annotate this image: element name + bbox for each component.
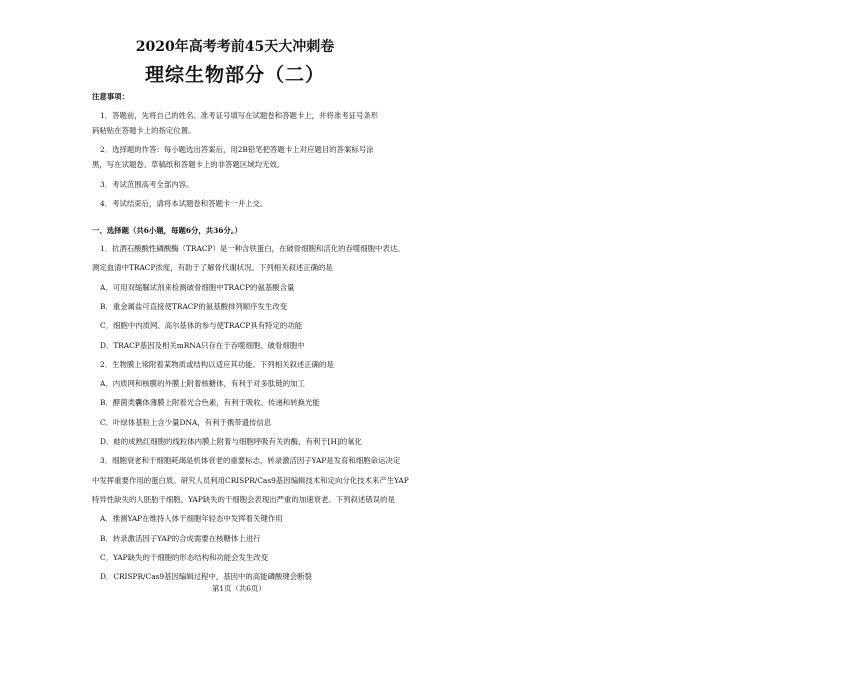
question-line: D．CRISPR/Cas9基因编辑过程中，基因中的高能磷酸键会断裂 [100,572,312,582]
exam-subtitle: 理综生物部分（二） [144,64,325,86]
notice-line: 码粘贴在答题卡上的指定位置。 [92,126,196,135]
question-line: C．YAP缺失的干细胞的形态结构和功能会发生改变 [100,552,269,562]
question-line: 中发挥重要作用的蛋白质。研究人员利用CRISPR/Cas9基因编辑技术和定向分化技术来产生YAP [92,475,409,485]
question-line: D．蛙的成熟红细胞的线粒体内膜上附着与细胞呼吸有关的酶，有利于[H]的氧化 [100,437,363,446]
page-footer: 第1页（共6页） [212,584,266,593]
question-line: C．叶绿体基粒上含少量DNA，有利于携带遗传信息 [100,417,272,427]
question-line: A．内质网和核膜的外膜上附着核糖体，有利于对多肽链的加工 [100,379,305,389]
section-heading-choice: 一、选择题（共6小题，每题6分，共36分。） [92,226,242,235]
question-line: 特异性缺失的人胚胎干细胞，YAP缺失的干细胞会表现出严重的加速衰老。下列叙述错误的是 [92,494,395,504]
question-line: A．可用双缩脲试剂来检测破骨细胞中TRACP的氨基酸含量 [100,282,295,292]
question-line: B．重金属盐可直接使TRACP的氨基酸排列顺序发生改变 [100,301,288,311]
exam-title: 2020年高考考前45天大冲刺卷 [135,39,335,55]
right-page [430,0,860,608]
question-line: B．酵菌类囊体薄膜上附着光合色素，有利于吸收、传递和转换光能 [100,398,320,408]
notice-line: 1．答题前，先将自己的姓名、准考证号填写在试题卷和答题卡上，并将准考证号条形 [100,111,379,120]
notice-heading: 注意事项： [92,92,129,101]
question-line: 1．抗酒石酸酸性磷酸酶（TRACP）是一种含铁蛋白，在破骨细胞和活化的吞噬细胞中表达。 [100,244,405,253]
question-line: D．TRACP基因及相关mRNA只存在于吞噬细胞、破骨细胞中 [100,340,305,350]
question-line: 3．细胞衰老和干细胞耗竭是机体衰老的重要标志，转录激活因子YAP是发育和细胞命运决定 [100,456,401,466]
question-line: C．细胞中内质网、高尔基体的参与使TRACP具有特定的功能 [100,321,303,331]
notice-line: 2．选择题的作答：每小题选出答案后，用2B铅笔把答题卡上对应题目的答案标号涂 [100,145,374,154]
question-line: A．推测YAP在维持人体干细胞年轻态中发挥着关键作用 [100,514,283,524]
left-page [0,0,430,608]
question-line: 测定血清中TRACP浓度，有助于了解骨代谢状况。下列相关叙述正确的是 [92,263,333,273]
question-line: B．转录激活因子YAP的合成需要在核糖体上进行 [100,533,261,543]
notice-line: 3．考试范围高考全部内容。 [100,180,194,189]
question-line: 2．生物膜上常附着某物质或结构以适应其功能。下列相关叙述正确的是 [100,359,334,369]
notice-line: 黑，写在试题卷、草稿纸和答题卡上的非答题区域均无效。 [92,160,285,169]
notice-line: 4．考试结束后，请将本试题卷和答题卡一并上交。 [100,199,268,208]
